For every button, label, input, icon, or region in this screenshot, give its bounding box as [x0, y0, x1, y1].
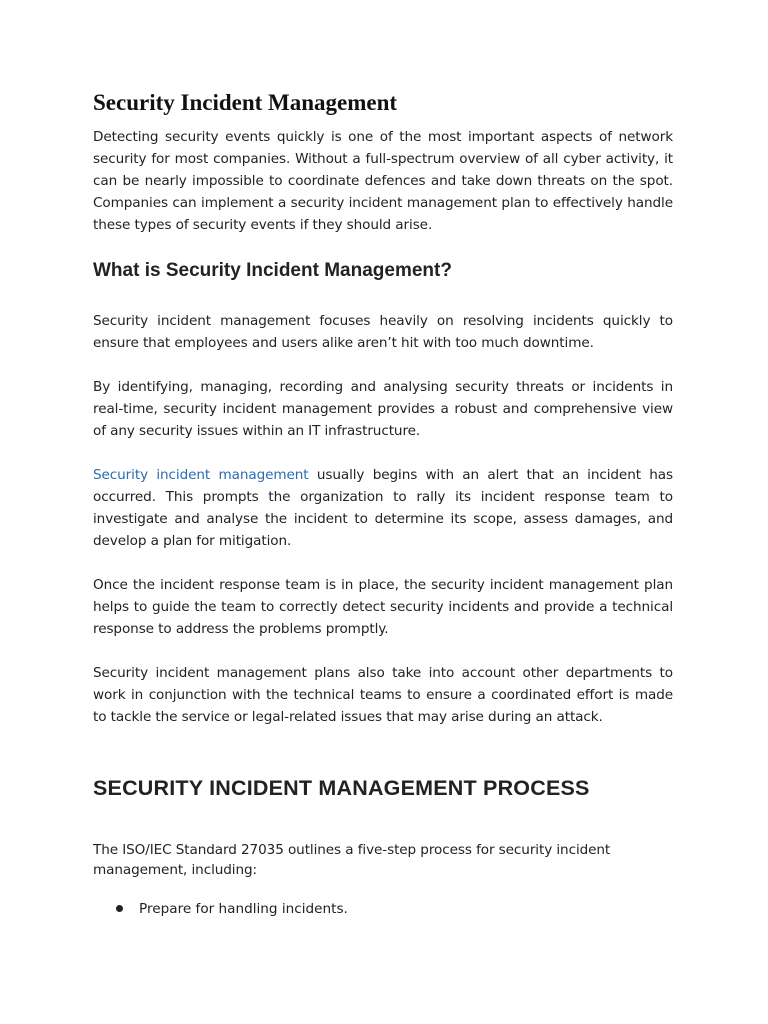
- paragraph-alert-text: usually begins with an alert that an incident has occurred. This prompts the organization to rally its incident response team to investigate and analyse the incident to determine its scope, assess damages, and develop a plan for mitigation.: [93, 467, 673, 549]
- process-steps-list: [93, 898, 673, 920]
- intro-paragraph: Detecting security events quickly is one of the most important aspects of network security for most companies. Without a full-spectrum overview of all cyber activity, it can be nearly impossible to coordinate defences and take down threats on the spot. Companies can implement a security incident management plan to effectively handle these types of security events if they should arise.: [93, 129, 673, 233]
- process-intro-paragraph: The ISO/IEC Standard 27035 outlines a five-step process for security incident management, including:: [93, 842, 611, 878]
- paragraph-departments: Security incident management plans also take into account other departments to work in conjunction with the technical teams to ensure a coordinated effort is made to tackle the service or legal-related issues that may arise during an attack.: [93, 665, 673, 725]
- paragraph-spacer: [93, 442, 673, 464]
- paragraph-spacer: [93, 640, 673, 662]
- paragraph-spacer: [93, 354, 673, 376]
- paragraph-focus: Security incident management focuses heavily on resolving incidents quickly to ensure that employees and users alike aren’t hit with too much downtime.: [93, 313, 673, 351]
- document-page: [93, 88, 673, 920]
- section-heading-what-is: What is Security Incident Management?: [93, 260, 452, 281]
- paragraph-alert: [93, 464, 673, 552]
- list-item-text: Prepare for handling incidents.: [139, 901, 348, 917]
- document-title: Security Incident Management: [93, 90, 398, 115]
- security-incident-management-link[interactable]: Security incident management: [93, 467, 309, 483]
- section-heading-process: SECURITY INCIDENT MANAGEMENT PROCESS: [93, 776, 590, 800]
- paragraph-spacer: [93, 552, 673, 574]
- bullet-icon: [116, 905, 123, 912]
- paragraph-response-team: Once the incident response team is in place, the security incident management plan helps to guide the team to correctly detect security incidents and provide a technical response to address the problems promptly.: [93, 577, 673, 637]
- list-item: [93, 898, 673, 920]
- paragraph-identifying: By identifying, managing, recording and analysing security threats or incidents in real-time, security incident management provides a robust and comprehensive view of any security issues within an IT infrastructure.: [93, 379, 673, 439]
